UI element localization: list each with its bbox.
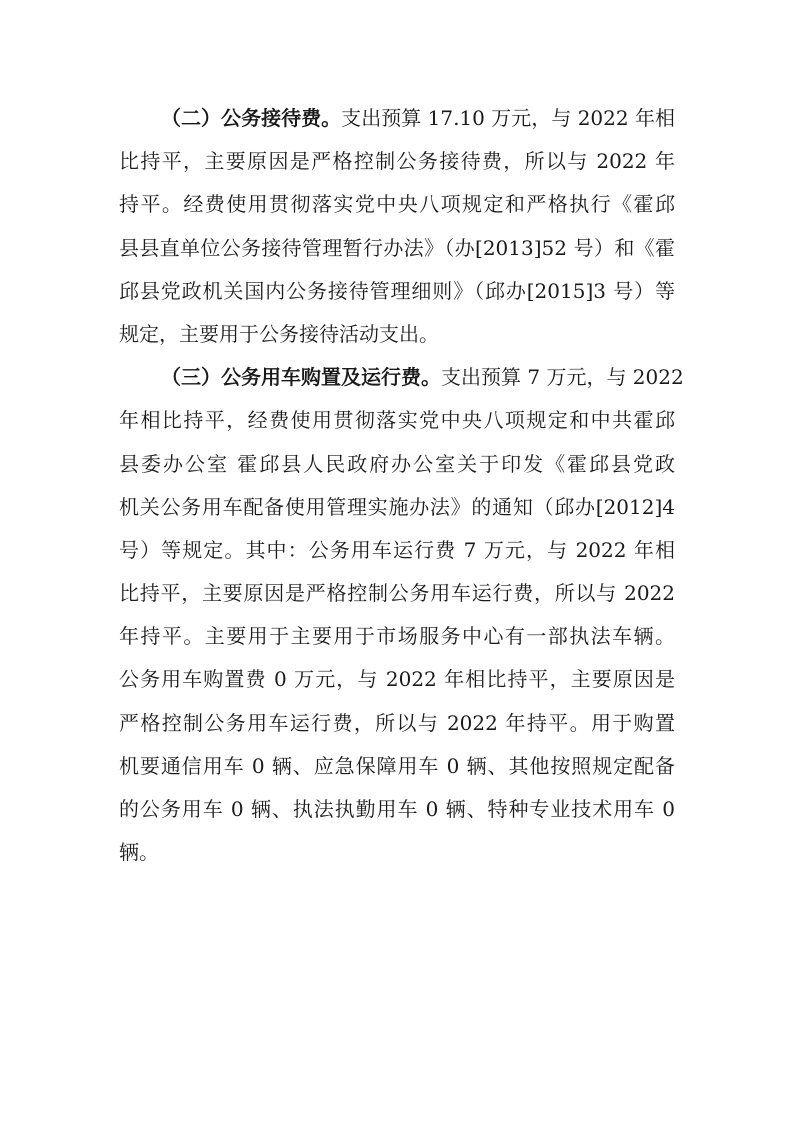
paragraph-line: 严格控制公务用车运行费，所以与 2022 年持平。用于购置 xyxy=(119,710,675,735)
paragraph-line: 年相比持平，经费使用贯彻落实党中央八项规定和中共霍邱 xyxy=(119,408,675,433)
paragraph-line: 规定，主要用于公务接待活动支出。 xyxy=(119,321,439,346)
section-official-vehicles xyxy=(119,356,684,874)
paragraph-line: 比持平，主要原因是严格控制公务用车运行费，所以与 2022 xyxy=(119,581,675,606)
paragraph-line: 的公务用车 0 辆、执法执勤用车 0 辆、特种专业技术用车 0 xyxy=(119,797,675,821)
paragraph-line: 辆。 xyxy=(119,840,159,865)
section-heading: （二）公务接待费。 xyxy=(161,106,342,130)
paragraph-line: 机关公务用车配备使用管理实施办法》的通知（邱办[2012]4 xyxy=(119,494,675,519)
section-official-reception xyxy=(119,97,675,356)
line-text: 支出预算 7 万元，与 2022 xyxy=(441,365,684,390)
paragraph-line: 持平。经费使用贯彻落实党中央八项规定和严格执行《霍邱 xyxy=(119,192,675,217)
paragraph-line: 机要通信用车 0 辆、应急保障用车 0 辆、其他按照规定配备 xyxy=(119,753,675,778)
paragraph-line: 年持平。主要用于主要用于市场服务中心有一部执法车辆。 xyxy=(119,624,675,649)
paragraph-line: 邱县党政机关国内公务接待管理细则》（邱办[2015]3 号）等 xyxy=(119,278,675,303)
line-text: 支出预算 17.10 万元，与 2022 年相 xyxy=(341,106,675,130)
paragraph-line: 号）等规定。其中：公务用车运行费 7 万元，与 2022 年相 xyxy=(119,537,675,562)
paragraph-line: 比持平，主要原因是严格控制公务接待费，所以与 2022 年 xyxy=(119,149,675,174)
paragraph-line: 公务用车购置费 0 万元，与 2022 年相比持平，主要原因是 xyxy=(119,667,675,692)
section-heading: （三）公务用车购置及运行费。 xyxy=(161,365,441,390)
paragraph-line xyxy=(119,356,684,399)
paragraph-line: 县县直单位公务接待管理暂行办法》（办[2013]52 号）和《霍 xyxy=(119,235,675,260)
paragraph-line xyxy=(119,97,675,140)
paragraph-line: 县委办公室 霍邱县人民政府办公室关于印发《霍邱县党政 xyxy=(119,451,675,476)
document-body xyxy=(119,97,684,874)
